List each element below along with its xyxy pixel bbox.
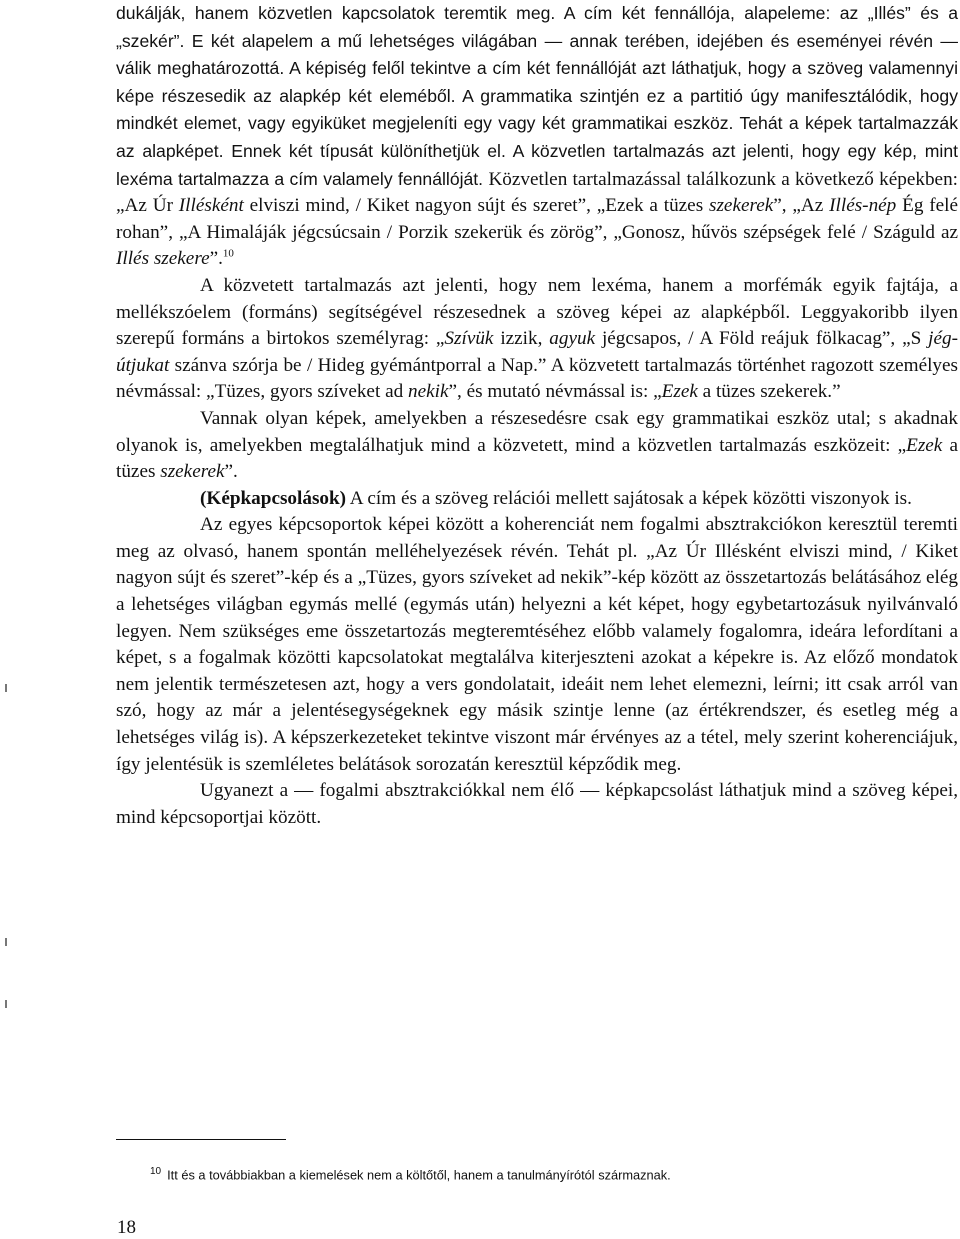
text-segment: a tüzes szekerek.” (697, 381, 841, 403)
footnote-text: Itt és a továbbiakban a kiemelések nem a költőtől, hanem a tanulmányírótól származnak. (167, 1167, 671, 1183)
text-segment: Illés szekere (116, 248, 210, 270)
text-segment: A közvetett tartalmazás azt jelenti, hogy nem lexéma, hanem a morfémák egyik fajtája, a mellékszóelem (formáns) segítségével részesednek a szöveg képei az alapképből. Leggyakoribb ilyen szerepű formáns a birtokos személyrag: „ (116, 274, 958, 350)
text-segment: szánva szórja be / Hideg gyémántporral a Nap.” A közvetett tartalmazás történhet ragozott személyes névmással: „Tüzes, gyors szíveket ad (116, 354, 958, 403)
text-segment: dukálják, hanem közvetlen kapcsolatok teremtik meg. A cím két fennállója, alapeleme: az „Illés” és a „szekér”. E két alapelem a mű lehetséges világában — annak terében, idejében és eseményei révén — válik meghatározottá. A képiség felől tekintve a cím két fennállóját azt láthatjuk, hogy a szöveg valamennyi képe részesedik az alapkép két eleméből. A grammatika szintjén ez a partitió úgy manifesztálódik, hogy mindkét elemet, vagy egyiküket megjeleníti egy vagy két grammatikai eszköz. Tehát a képek tartalmazzák az alapképet. Ennek két típusát különíthetjük el. A közvetlen tartalmazás azt jelenti, hogy egy kép, mint lexéma tartalmazza a cím valamely fennállóját. (116, 3, 958, 189)
paragraph (116, 0, 958, 273)
text-segment: agyuk (549, 328, 596, 350)
text-segment: ”. (209, 248, 223, 270)
text-segment: Illés-nép (829, 195, 897, 217)
text-segment: Ezek (906, 434, 943, 456)
margin-speck (5, 938, 7, 946)
text-segment: (Képkapcsolások) (200, 487, 347, 509)
text-segment: ”. (224, 461, 238, 483)
text-segment: ”, és mutató névmással is: „ (448, 381, 662, 403)
text-segment: Illésként (178, 195, 244, 217)
text-segment: A cím és a szöveg relációi mellett sajátosak a képek közötti viszonyok is. (346, 487, 912, 509)
margin-speck (5, 1000, 7, 1008)
text-segment: izzik, (493, 328, 550, 350)
page-number: 18 (117, 1217, 136, 1238)
text-segment: jég-útjukat (116, 328, 958, 376)
footnote-number: 10 (150, 1166, 162, 1177)
text-segment: elviszi mind, / Kiket nagyon sújt és szeret”, „Ezek a tüzes (243, 195, 709, 217)
text-segment: Közvetlen tartalmazással találkozunk a következő képekben: „Az Úr (116, 168, 959, 217)
text-segment: Ezek (661, 381, 698, 403)
text-segment: Szívük (444, 328, 494, 350)
footnote-reference: 10 (222, 247, 234, 260)
text-segment: szekerek (160, 461, 225, 483)
text-segment: jégcsapos, / A Föld reájuk fölkacag”, „S (595, 328, 929, 350)
text-segment: nekik (407, 381, 449, 403)
margin-speck (5, 684, 7, 692)
text-segment: Ugyanezt a — fogalmi absztrakciókkal nem élő — képkapcsolást láthatjuk mind a szöveg képei, mind képcsoportjai között. (116, 780, 958, 828)
paragraph (116, 486, 958, 513)
text-segment: szekerek (709, 195, 774, 217)
paragraph (116, 406, 958, 486)
text-segment: Az egyes képcsoportok képei között a koherenciát nem fogalmi absztrakciókon keresztül teremti meg az olvasó, hanem spontán melléhelyezések révén. Tehát pl. „Az Úr Illésként elviszi mind, / Kiket nagyon sújt és szeret”-kép és a „Tüzes, gyors szíveket ad nekik”-kép között az összetartozás belátásához elég a lehetséges világban egymás mellé (egymás után) helyezni a két képet, hogy egybetartozásuk nyilvánvaló legyen. Nem szükséges eme összetartozás megteremtéséhez előbb valamely fogalomra, ideára lefordítani a képet, s a fogalmak közötti kapcsolatokat megtalálva kiterjeszteni azokat a képekre is. Az előző mondatok nem jelentik természetesen azt, hogy a vers gondolatait, ideáit nem lehet elemezni, leírni; itt csak arról van szó, hogy az már a jelentésegységeknek egy másik szintje lenne (az értékrendszer, és esetleg még a lehetséges világ is). A képszerkezeteket tekintve viszont már érvényes az a tétel, mely szerint koherenciájuk, így jelentésük is szemléletes belátások sorozatán keresztül képződik meg. (116, 514, 958, 775)
footnote (150, 1163, 910, 1184)
text-segment: Vannak olyan képek, amelyekben a részesedésre csak egy grammatikai eszköz utal; s akadnak olyanok is, amelyekben megtalálhatjuk mind a közvetett, mind a közvetlen tartalmazás eszközeit: „ (116, 407, 958, 456)
text-segment: Ég felé rohan”, „A Himaláják jégcsúcsain / Porzik szekerük és zörög”, „Gonosz, hűvös szépségek felé / Száguld az (116, 195, 958, 243)
text-segment: a tüzes (116, 434, 958, 483)
paragraph (116, 778, 958, 831)
page-body (116, 0, 958, 831)
footnote-divider (116, 1139, 286, 1140)
paragraph (116, 273, 958, 406)
body-text (116, 0, 958, 831)
paragraph (116, 512, 958, 778)
text-segment: ”, „Az (773, 195, 830, 217)
